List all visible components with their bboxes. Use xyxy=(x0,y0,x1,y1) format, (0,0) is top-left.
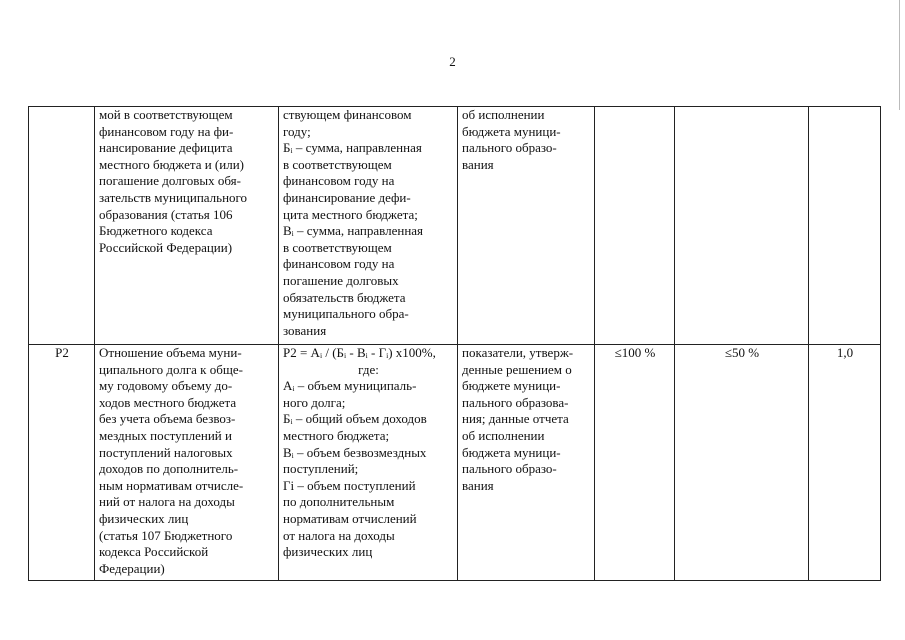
text-line: Вᵢ – объем безвозмездных xyxy=(283,444,427,460)
text-line: ного долга; xyxy=(283,394,346,410)
text-line: где: xyxy=(358,361,379,377)
weight-cell: 1,0 xyxy=(809,345,881,581)
text-line: Вᵢ – сумма, направленная xyxy=(283,223,424,239)
text-line: денные решением о xyxy=(462,361,572,377)
data-source-cell xyxy=(458,107,595,345)
text-line: нормативам отчислений xyxy=(283,510,417,526)
text-line: ным нормативам отчисле- xyxy=(99,477,244,493)
text-line: финансовом году на xyxy=(283,256,395,272)
text-line: об исполнении xyxy=(462,427,545,443)
text-line: доходов по дополнитель- xyxy=(99,461,239,477)
text-line: ний от налога на доходы xyxy=(99,494,235,510)
threshold-cell xyxy=(675,107,809,345)
text-line: ния; данные отчета xyxy=(462,411,569,427)
table-row-p2 xyxy=(29,345,881,581)
row-code-cell xyxy=(29,107,95,345)
text-line: бюджете муници- xyxy=(462,378,561,394)
text-line: нансирование дефицита xyxy=(99,140,233,156)
text-line: Российской Федерации) xyxy=(99,239,233,255)
text-line: пального образо- xyxy=(462,461,557,477)
text-line: финансовом году на xyxy=(283,173,395,189)
text-line: в соответствующем xyxy=(283,156,392,172)
indicator-name-cell xyxy=(95,107,279,345)
table-row-continuation xyxy=(29,107,881,345)
threshold-cell: ≤50 % xyxy=(675,345,809,581)
text-line: от налога на доходы xyxy=(283,527,395,543)
data-source-cell xyxy=(458,345,595,581)
text-line: погашение долговых обя- xyxy=(99,173,241,189)
indicator-name-cell xyxy=(95,345,279,581)
formula-legend xyxy=(283,378,454,561)
text-line: финансовом году на фи- xyxy=(99,123,234,139)
text-line: бюджета муници- xyxy=(462,444,561,460)
text-line: Бᵢ – сумма, направленная xyxy=(283,140,422,156)
text-line: му годовому объему до- xyxy=(99,378,233,394)
row-code-cell: Р2 xyxy=(29,345,95,581)
text-line: поступлений; xyxy=(283,461,359,477)
text-line: Федерации) xyxy=(99,560,165,576)
text-line: (статья 107 Бюджетного xyxy=(99,527,233,543)
text-line: вания xyxy=(462,156,494,172)
text-line: Отношение объема муни- xyxy=(99,345,242,360)
text-line: показатели, утверж- xyxy=(462,345,574,360)
text-line: кодекса Российской xyxy=(99,544,209,560)
text-line: образования (статья 106 xyxy=(99,206,233,222)
text-line: Бюджетного кодекса xyxy=(99,223,213,239)
page-number: 2 xyxy=(449,54,456,69)
text-line: местного бюджета и (или) xyxy=(99,156,244,172)
text-line: вания xyxy=(462,477,494,493)
indicators-table xyxy=(28,106,881,581)
text-line: муниципального обра- xyxy=(283,306,409,322)
text-line: ходов местного бюджета xyxy=(99,394,237,410)
text-line: зательств муниципального xyxy=(99,189,248,205)
text-line: в соответствующем xyxy=(283,239,392,255)
text-line: обязательств бюджета xyxy=(283,289,406,305)
text-line: ципального долга к обще- xyxy=(99,361,243,377)
text-line: об исполнении xyxy=(462,107,545,122)
text-line: Бᵢ – общий объем доходов xyxy=(283,411,427,427)
text-line: Аᵢ – объем муниципаль- xyxy=(283,378,417,394)
text-line: финансирование дефи- xyxy=(283,189,411,205)
text-line: бюджета муници- xyxy=(462,123,561,139)
formula-cell xyxy=(279,107,458,345)
weight-cell xyxy=(809,107,881,345)
text-line: зования xyxy=(283,322,327,338)
text-line: поступлений налоговых xyxy=(99,444,233,460)
text-line: по дополнительным xyxy=(283,494,395,510)
text-line: мой в соответствующем xyxy=(99,107,233,122)
text-line: без учета объема безвоз- xyxy=(99,411,236,427)
text-line: местного бюджета; xyxy=(283,427,390,443)
text-line: Гi – объем поступлений xyxy=(283,477,416,493)
text-line: ствующем финансовом xyxy=(283,107,412,122)
formula-cell xyxy=(279,345,458,581)
text-line: году; xyxy=(283,123,311,139)
text-line: погашение долговых xyxy=(283,272,399,288)
text-line: мездных поступлений и xyxy=(99,427,232,443)
page-edge-line xyxy=(899,0,900,110)
text-line: пального образова- xyxy=(462,394,569,410)
text-line: пального образо- xyxy=(462,140,557,156)
text-line: цита местного бюджета; xyxy=(283,206,418,222)
threshold-cell xyxy=(595,107,675,345)
text-line: физических лиц xyxy=(99,510,189,526)
formula-expression xyxy=(283,345,454,378)
text-line: Р2 = Аᵢ / (Бᵢ - Вᵢ - Гᵢ) х100%, xyxy=(283,345,436,360)
text-line: физических лиц xyxy=(283,544,373,560)
threshold-cell: ≤100 % xyxy=(595,345,675,581)
